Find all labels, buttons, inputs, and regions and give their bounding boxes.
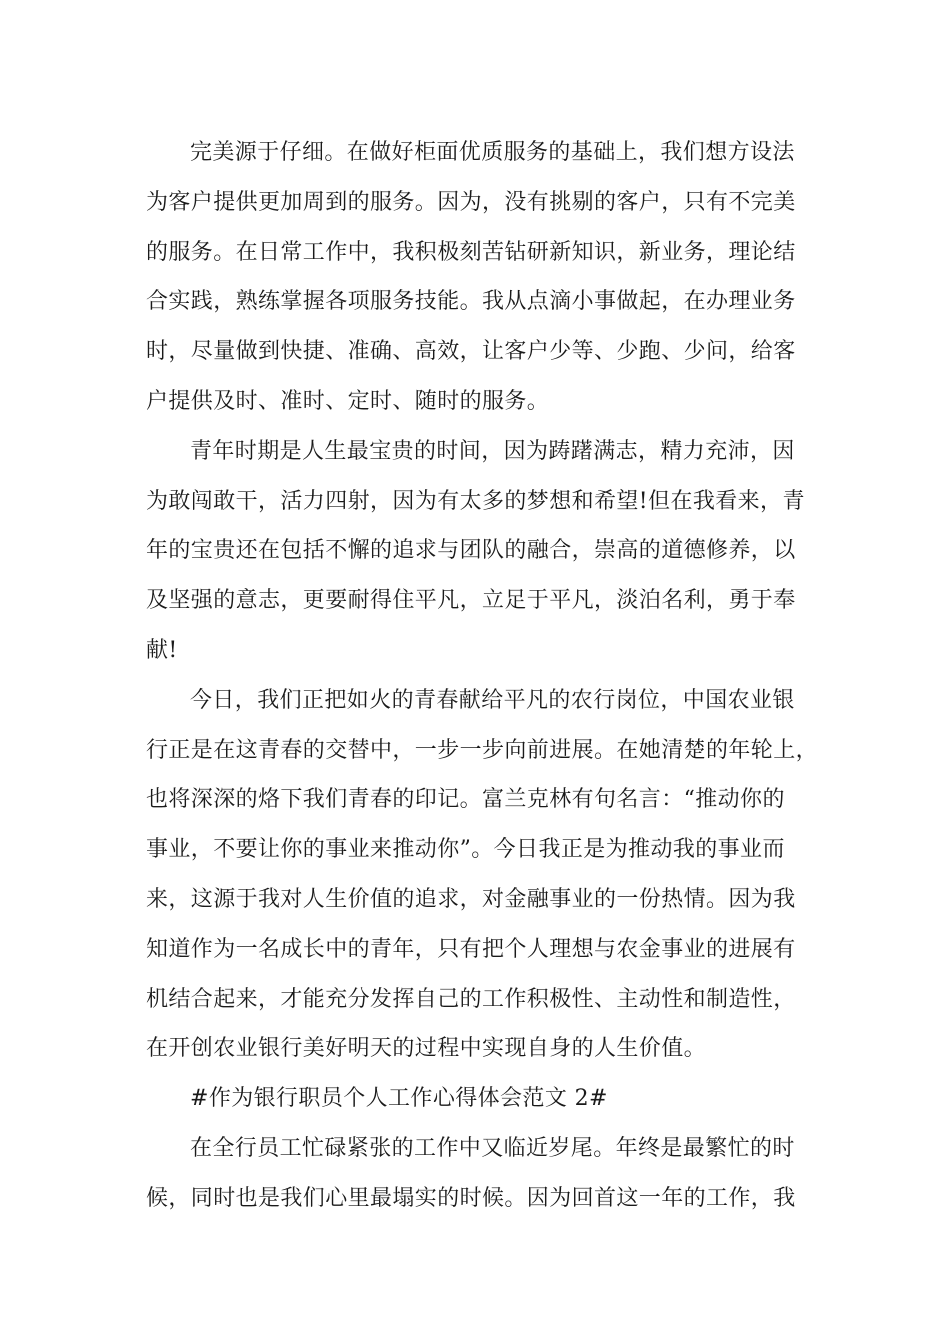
section-heading: #作为银行职员个人工作心得体会范文 2# [190,1086,608,1112]
paragraph-line: 户提供及时、准时、定时、随时的服务。 [146,388,550,414]
paragraph-line: 在开创农业银行美好明天的过程中实现自身的人生价值。 [146,1036,707,1062]
paragraph-line: 献! [146,637,178,663]
paragraph-line: 行正是在这青春的交替中，一步一步向前进展。在她清楚的年轮上， [146,737,819,763]
paragraph-line: 知道作为一名成长中的青年，只有把个人理想与农金事业的进展有 [146,936,796,962]
paragraph-line: 完美源于仔细。在做好柜面优质服务的基础上，我们想方设法 [190,140,795,165]
paragraph-line: 今日，我们正把如火的青春献给平凡的农行岗位，中国农业银 [190,687,795,713]
paragraph-line: 为客户提供更加周到的服务。因为，没有挑剔的客户，只有不完美 [146,189,796,215]
paragraph-line: 及坚强的意志，更要耐得住平凡，立足于平凡，淡泊名利，勇于奉 [146,588,796,614]
paragraph-line: 也将深深的烙下我们青春的印记。富兰克林有句名言：“推动你的 [146,787,785,813]
paragraph-line: 为敢闯敢干，活力四射，因为有太多的梦想和希望!但在我看来，青 [146,488,805,514]
paragraph-line: 合实践，熟练掌握各项服务技能。我从点滴小事做起，在办理业务 [146,289,796,315]
paragraph-line: 年的宝贵还在包括不懈的追求与团队的融合，崇高的道德修养，以 [146,538,796,564]
paragraph-line: 在全行员工忙碌紧张的工作中又临近岁尾。年终是最繁忙的时 [190,1135,795,1161]
paragraph-line: 来，这源于我对人生价值的追求，对金融事业的一份热情。因为我 [146,886,796,912]
paragraph-line: 时，尽量做到快捷、准确、高效，让客户少等、少跑、少问，给客 [146,339,796,365]
paragraph-line: 青年时期是人生最宝贵的时间，因为踌躇满志，精力充沛，因 [190,438,795,464]
paragraph-line: 候，同时也是我们心里最塌实的时候。因为回首这一年的工作，我 [146,1185,796,1211]
document-body [146,128,819,1224]
paragraph-line: 机结合起来，才能充分发挥自己的工作积极性、主动性和制造性， [146,986,796,1012]
paragraph-line: 的服务。在日常工作中，我积极刻苦钻研新知识，新业务，理论结 [146,239,796,265]
paragraph-line: 事业，不要让你的事业来推动你”。今日我正是为推动我的事业而 [146,837,785,863]
